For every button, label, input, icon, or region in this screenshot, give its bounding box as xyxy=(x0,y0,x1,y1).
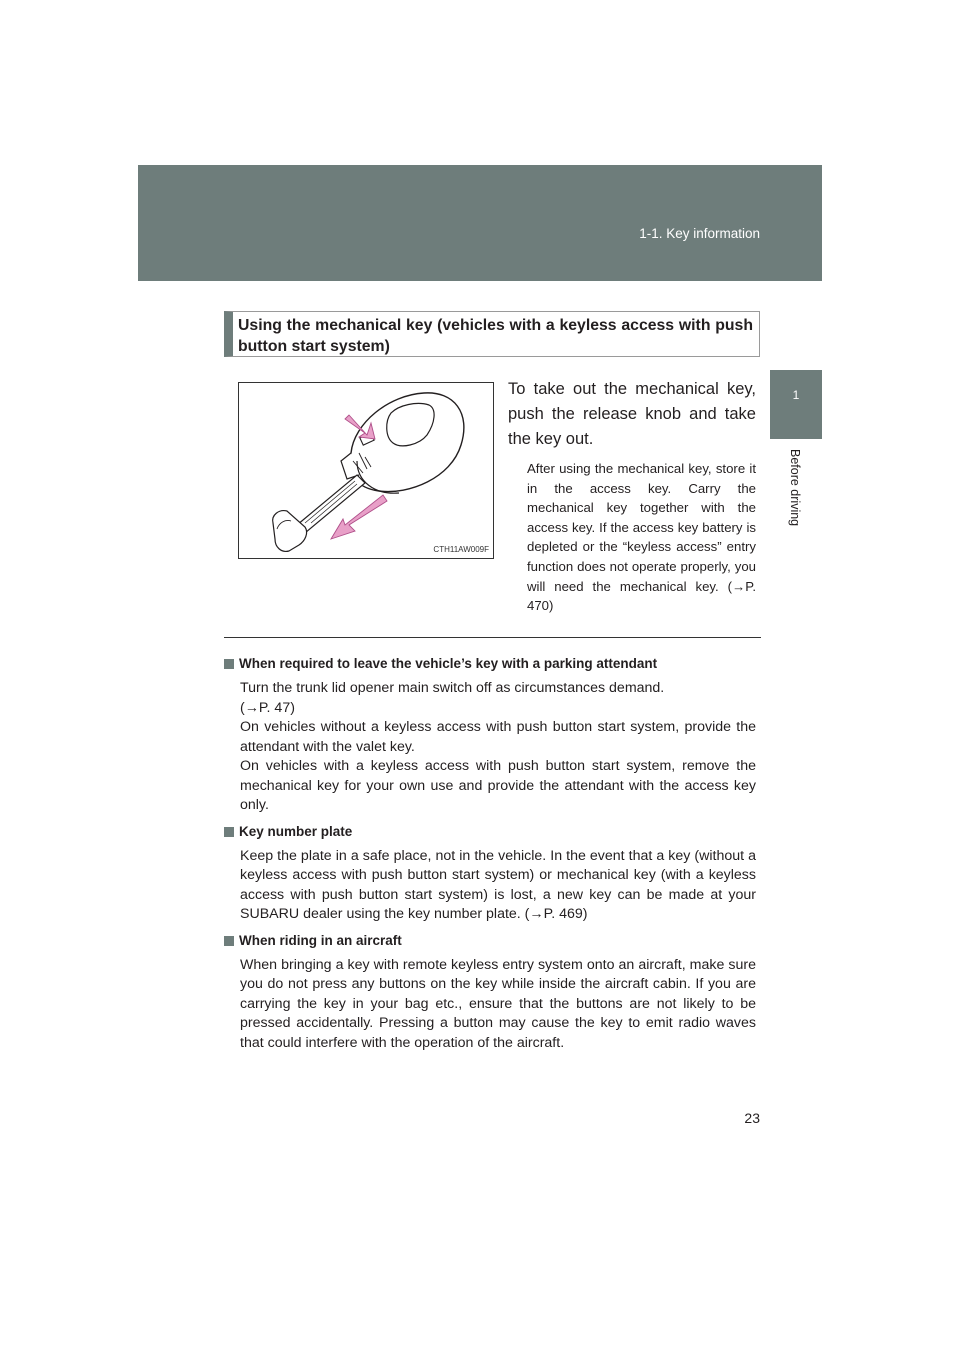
square-bullet-icon xyxy=(224,936,234,946)
note-paragraph: When bringing a key with remote keyless entry system onto an aircraft, make sure you do not press any buttons on the key while inside the aircraft cabin. If you are carrying the key in your bag etc., ensure that the buttons are not likely to be pressed accidentally. Pressing a button may cause the key to emit radio waves that could interfere with the operation of the aircraft. xyxy=(240,956,756,1051)
note-paragraph: On vehicles with a keyless access with push button start system, remove the mechanical key for your own use and provide the attendant with the access key only. xyxy=(240,758,756,813)
note-paragraph: (→P. 47) xyxy=(240,699,295,716)
square-bullet-icon xyxy=(224,827,234,837)
chapter-tab xyxy=(770,370,822,439)
key-blade xyxy=(297,475,365,533)
section-breadcrumb: 1-1. Key information xyxy=(639,226,760,241)
section-divider xyxy=(224,637,761,638)
note-title: Key number plate xyxy=(239,823,353,839)
note-title: When required to leave the vehicle’s key with a parking attendant xyxy=(239,656,658,671)
chapter-label-container xyxy=(768,449,824,559)
page-number: 23 xyxy=(744,1110,760,1126)
main-instruction: To take out the mechanical key, push the release knob and take the key out. xyxy=(508,380,756,448)
note-paragraph: On vehicles without a keyless access with push button start system, provide the attendant with the valet key. xyxy=(240,719,756,755)
chapter-number: 1 xyxy=(792,388,800,402)
mechanical-key-drawing xyxy=(239,383,493,558)
note-body xyxy=(224,956,756,1054)
notes-list xyxy=(224,655,756,1060)
sub-instruction: After using the mechanical key, store it in the access key. Carry the mechanical key together with the access key. If the access key battery is depleted or the “keyless access” entry function does not operate properly, you will need the mechanical key. (→P. 470) xyxy=(527,461,756,614)
note-paragraph: Turn the trunk lid opener main switch off as circumstances demand. xyxy=(240,680,665,696)
figure-code: CTH11AW009F xyxy=(433,545,489,554)
note-title: When riding in an aircraft xyxy=(239,932,402,948)
chapter-label: Before driving xyxy=(788,449,802,527)
note-parking-attendant xyxy=(224,655,756,816)
note-key-number-plate xyxy=(224,823,756,925)
key-head xyxy=(273,511,307,552)
note-body xyxy=(224,847,756,925)
square-bullet-icon xyxy=(224,659,234,669)
header-band xyxy=(138,165,822,281)
note-body xyxy=(224,679,756,816)
note-paragraph: Keep the plate in a safe place, not in the vehicle. In the event that a key (without a keyless access with push button start system) or mechanical key (with a keyless access with push button start system) is lost, a new key can be made at your SUBARU dealer using the key number plate. (→P. 469) xyxy=(240,847,756,922)
note-aircraft xyxy=(224,932,756,1054)
section-heading: Using the mechanical key (vehicles with a keyless access with push button start system) xyxy=(224,311,760,357)
key-illustration xyxy=(238,382,494,559)
